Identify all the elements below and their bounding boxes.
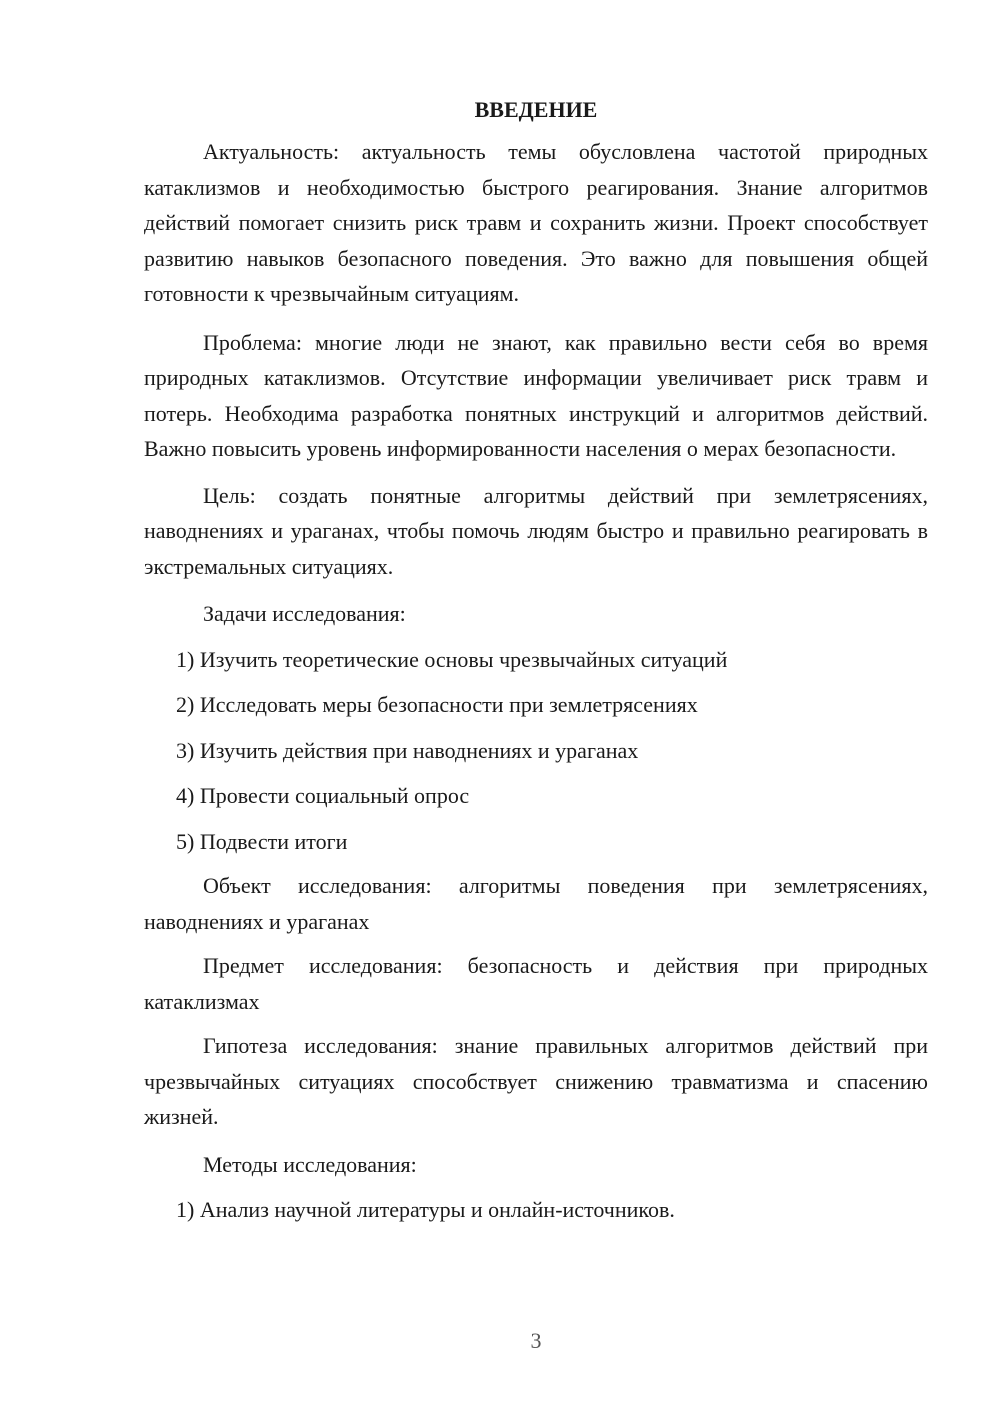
relevance-paragraph: Актуальность: актуальность темы обусловлена частотой природных катаклизмов и необходимостью быстрого реагирования. Знание алгоритмов действий помогает снизить риск травм и сохранить жизни. Проект способствует развитию навыков безопасного поведения. Это важно для повышения общей готовности к чрезвычайным ситуациям.	[144, 139, 928, 306]
list-item: 3) Изучить действия при наводнениях и ураганах	[176, 737, 639, 763]
problem-paragraph: Проблема: многие люди не знают, как правильно вести себя во время природных катаклизмов. Отсутствие информации увеличивает риск травм и потерь. Необходима разработка понятных инструкций и алгоритмов действий. Важно повысить уровень информированности населения о мерах безопасности.	[144, 329, 928, 461]
hypothesis-paragraph: Гипотеза исследования: знание правильных алгоритмов действий при чрезвычайных ситуациях способствует снижению травматизма и спасению жизней.	[144, 1033, 928, 1129]
methods-title: Методы исследования:	[203, 1151, 417, 1177]
goal-paragraph: Цель: создать понятные алгоритмы действий при землетрясениях, наводнениях и ураганах, чтобы помочь людям быстро и правильно реагировать в экстремальных ситуациях.	[144, 482, 928, 579]
tasks-title: Задачи исследования:	[203, 601, 406, 626]
list-item: 1) Изучить теоретические основы чрезвычайных ситуаций	[176, 646, 728, 672]
object-paragraph: Объект исследования: алгоритмы поведения при землетрясениях, наводнениях и ураганах	[144, 873, 928, 934]
methods-list	[144, 1192, 928, 1228]
document-page	[144, 92, 928, 1228]
list-item: 4) Провести социальный опрос	[176, 783, 470, 808]
document-heading: ВВЕДЕНИЕ	[474, 97, 598, 122]
subject-paragraph: Предмет исследования: безопасность и действия при природных катаклизмах	[144, 953, 928, 1014]
page-number: 3	[530, 1328, 542, 1353]
tasks-list	[144, 642, 928, 860]
list-item: 2) Исследовать меры безопасности при землетрясениях	[176, 692, 698, 717]
list-item: 5) Подвести итоги	[176, 828, 348, 854]
list-item: 1) Анализ научной литературы и онлайн-источников.	[176, 1197, 675, 1222]
